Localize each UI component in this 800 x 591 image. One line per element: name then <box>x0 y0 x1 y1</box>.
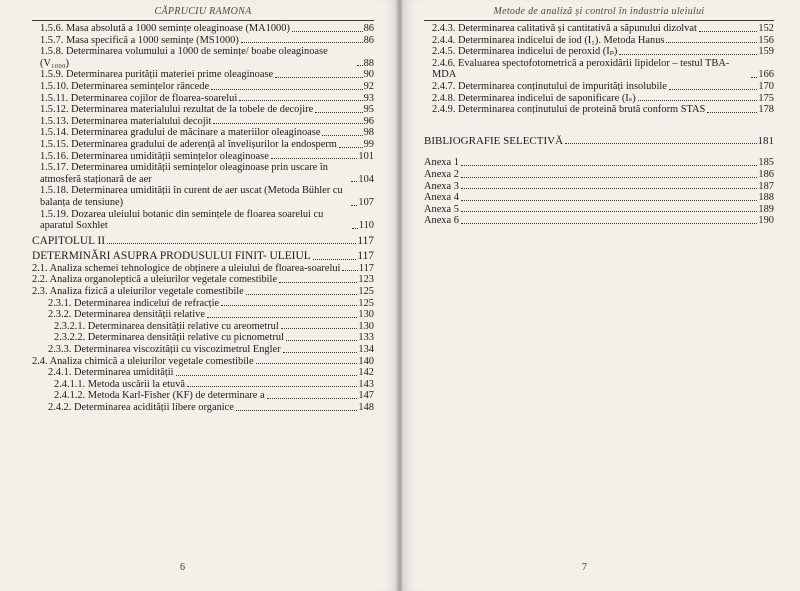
toc-entry-title: 2.4.1. Determinarea umidității <box>48 367 174 379</box>
dot-leader <box>638 100 758 101</box>
dot-leader <box>246 294 358 295</box>
dot-leader <box>322 135 362 136</box>
toc-entry <box>32 46 374 69</box>
toc-entry-title: 2.3.2.2. Determinarea densității relative cu picnometrul <box>54 332 284 344</box>
toc-entry-page: 143 <box>358 378 374 390</box>
dot-leader <box>239 100 362 101</box>
toc-entry <box>32 162 374 185</box>
left-page <box>0 0 398 591</box>
toc-entry-title: 1.5.6. Masa absolută a 1000 semințe oleaginoase (MA1000) <box>40 23 290 34</box>
toc-entry-page: 86 <box>363 23 374 34</box>
toc-entry <box>32 35 374 47</box>
toc-entry-title: 1.5.10. Determinarea semințelor râncede <box>40 80 210 92</box>
dot-leader <box>357 65 363 66</box>
toc-entry <box>424 192 774 204</box>
toc-entry-title: 2.3.3. Determinarea viscozității cu viscozimetrul Engler <box>48 344 281 356</box>
dot-leader <box>213 123 362 124</box>
toc-entry-page: 181 <box>757 134 774 147</box>
toc-entry-page: 147 <box>358 390 374 402</box>
toc-entry-page: 123 <box>358 274 374 286</box>
toc-entry <box>424 169 774 181</box>
toc-entry <box>32 402 374 414</box>
toc-entry <box>32 151 374 163</box>
dot-leader <box>751 77 757 78</box>
dot-leader <box>351 205 357 206</box>
right-page <box>402 0 800 591</box>
toc-entry <box>424 81 774 93</box>
dot-leader <box>699 31 758 32</box>
toc-entry <box>32 236 374 248</box>
toc-entry-page: 166 <box>758 69 774 81</box>
dot-leader <box>666 42 757 43</box>
toc-entry <box>424 58 774 81</box>
toc-entry-page: 142 <box>358 367 374 379</box>
toc-entry <box>32 116 374 128</box>
toc-entry-title: 2.4.3. Determinarea calitativă și cantitativă a săpunului dizolvat <box>432 23 697 34</box>
toc-entry-title: Anexa 1 <box>424 157 459 169</box>
toc-list-left <box>32 23 374 414</box>
toc-entry-title: 2.4.5. Determinarea indicelui de peroxid (Iₚ) <box>432 46 618 58</box>
toc-entry-title: 1.5.13. Determinarea materialului decojit <box>40 115 212 127</box>
toc-entry <box>424 136 774 148</box>
toc-entry-page: 107 <box>358 196 374 208</box>
toc-entry <box>424 104 774 116</box>
toc-list-right <box>424 23 774 227</box>
toc-entry-page: 178 <box>758 104 774 116</box>
toc-entry-title: 2.4.7. Determinarea conținutului de impurități insolubile <box>432 80 667 92</box>
dot-leader <box>286 340 357 341</box>
dot-leader <box>619 54 757 55</box>
header-rule <box>424 20 774 21</box>
dot-leader <box>275 77 362 78</box>
dot-leader <box>221 305 357 306</box>
dot-leader <box>271 158 358 159</box>
toc-entry-page: 185 <box>758 157 774 169</box>
dot-leader <box>461 223 757 224</box>
dot-leader <box>339 147 363 148</box>
toc-entry-page: 140 <box>358 355 374 367</box>
toc-entry-title: 1.5.16. Determinarea umidității semințelor oleaginoase <box>40 150 269 162</box>
dot-leader <box>236 410 358 411</box>
toc-entry-title: Anexa 3 <box>424 180 459 192</box>
toc-entry-title: 1.5.11. Determinarea cojilor de floarea-soarelui <box>40 92 238 104</box>
toc-entry-page: 188 <box>758 192 774 204</box>
toc-entry <box>32 185 374 208</box>
toc-entry-title: 1.5.9. Determinarea purității materiei prime oleaginoase <box>40 69 274 81</box>
toc-entry-page: 95 <box>363 104 374 116</box>
toc-entry-title: 2.3.2.1. Determinarea densității relative cu areometrul <box>54 320 279 332</box>
toc-entry-page: 92 <box>363 80 374 92</box>
toc-entry-title: 2.4.1.1. Metoda uscării la etuvă <box>54 378 185 390</box>
toc-entry <box>32 23 374 35</box>
dot-leader <box>292 31 363 32</box>
toc-entry <box>32 309 374 321</box>
dot-leader <box>187 386 357 387</box>
toc-entry-title: Anexa 5 <box>424 203 459 215</box>
toc-entry-title: 2.3.1. Determinarea indicelui de refracție <box>48 297 220 309</box>
toc-entry <box>424 157 774 169</box>
toc-entry-title: DETERMINĂRI ASUPRA PRODUSULUI FINIT- ULEIUL <box>32 250 311 263</box>
dot-leader <box>281 328 358 329</box>
dot-leader <box>279 282 357 283</box>
toc-entry <box>32 344 374 356</box>
toc-entry <box>424 93 774 105</box>
toc-entry <box>32 209 374 232</box>
toc-entry-title: 2.3. Analiza fizică a uleiurilor vegetale comestibile <box>32 286 244 298</box>
toc-entry-title: Anexa 4 <box>424 192 459 204</box>
toc-entry-title: 1.5.19. Dozarea uleiului botanic din semințele de floarea soarelui cu aparatul Soxhlet <box>40 208 324 232</box>
toc-entry-title: 2.4.1.2. Metoda Karl-Fisher (KF) de determinare a <box>54 390 265 402</box>
toc-entry-title: 1.5.17. Determinarea umidității semințelor oleaginoase prin uscare în atmosferă staționară de aer <box>40 162 328 185</box>
dot-leader <box>342 270 357 271</box>
toc-entry <box>32 139 374 151</box>
toc-entry <box>32 69 374 81</box>
dot-leader <box>669 89 758 90</box>
running-header-left: CĂPRUCIU RAMONA <box>154 6 252 17</box>
toc-entry-page: 130 <box>358 309 374 321</box>
toc-entry-page: 98 <box>363 127 374 139</box>
toc-entry-title: BIBLIOGRAFIE SELECTIVĂ <box>424 134 564 147</box>
dot-leader <box>176 375 358 376</box>
toc-entry <box>32 356 374 368</box>
toc-entry <box>32 367 374 379</box>
toc-entry-page: 117 <box>358 262 374 274</box>
dot-leader <box>283 352 358 353</box>
toc-entry-title: 1.5.8. Determinarea volumului a 1000 de semințe/ boabe oleaginoase (V₁₀₀₀) <box>40 46 328 69</box>
toc-entry <box>32 298 374 310</box>
toc-entry <box>32 251 374 263</box>
toc-entry-page: 152 <box>758 23 774 34</box>
dot-leader <box>565 143 756 144</box>
toc-entry-page: 156 <box>758 34 774 46</box>
toc-entry <box>32 81 374 93</box>
toc-entry-title: 2.4.2. Determinarea acidității libere organice <box>48 402 234 413</box>
toc-entry-page: 117 <box>357 234 374 247</box>
toc-entry-title: 2.4.6. Evaluarea spectofotometrică a peroxidării lipidelor – testul TBA-MDA <box>432 57 730 81</box>
dot-leader <box>707 112 757 113</box>
dot-leader <box>313 259 357 260</box>
toc-entry-title: 1.5.14. Determinarea gradului de măcinare a materiilor oleaginoase <box>40 127 321 139</box>
page-number-right: 7 <box>582 562 587 573</box>
toc-entry <box>424 35 774 47</box>
toc-entry <box>32 332 374 344</box>
toc-entry-title: 1.5.15. Determinarea gradului de aderență al învelișurilor la endosperm <box>40 138 337 150</box>
dot-leader <box>315 112 362 113</box>
toc-entry-title: 1.5.7. Masa specifică a 1000 semințe (MS1000) <box>40 34 239 46</box>
toc-entry <box>32 93 374 105</box>
toc-entry-page: 125 <box>358 286 374 298</box>
dot-leader <box>461 188 757 189</box>
toc-entry <box>32 390 374 402</box>
dot-leader <box>241 42 363 43</box>
toc-entry <box>32 379 374 391</box>
toc-entry-page: 101 <box>358 150 374 162</box>
dot-leader <box>352 228 358 229</box>
dot-leader <box>351 181 357 182</box>
toc-entry-page: 104 <box>358 173 374 185</box>
toc-entry-title: Anexa 6 <box>424 215 459 227</box>
toc-entry-page: 186 <box>758 168 774 180</box>
toc-entry-title: 2.3.2. Determinarea densității relative <box>48 309 205 321</box>
toc-entry <box>424 204 774 216</box>
dot-leader <box>107 243 356 244</box>
dot-leader <box>256 363 358 364</box>
toc-entry-title: 2.4.9. Determinarea conținutului de proteină brută conform STAS <box>432 104 706 116</box>
toc-entry-title: 2.4. Analiza chimică a uleiurilor vegetale comestibile <box>32 355 254 367</box>
toc-entry-page: 134 <box>358 344 374 356</box>
dot-leader <box>461 200 757 201</box>
toc-entry-title: Anexa 2 <box>424 168 459 180</box>
toc-entry-title: 1.5.18. Determinarea umidității în curent de aer uscat (Metoda Bühler cu balanța de tensiune) <box>40 185 343 208</box>
toc-entry-title: 2.2. Analiza organoleptică a uleiurilor vegetale comestibile <box>32 274 278 286</box>
toc-entry-page: 133 <box>358 332 374 344</box>
toc-entry-page: 110 <box>358 220 374 232</box>
toc-entry-page: 189 <box>758 203 774 215</box>
toc-entry-title: 1.5.12. Determinarea materialului rezultat de la tobele de decojire <box>40 104 314 116</box>
toc-entry-page: 86 <box>363 34 374 46</box>
toc-entry-page: 93 <box>363 92 374 104</box>
toc-entry-title: 2.1. Analiza schemei tehnologice de obținere a uleiului de floarea-soarelui <box>32 262 341 274</box>
dot-leader <box>461 165 757 166</box>
header-rule <box>32 20 374 21</box>
toc-entry-page: 170 <box>758 80 774 92</box>
toc-entry <box>32 286 374 298</box>
toc-entry <box>32 263 374 275</box>
toc-entry-page: 175 <box>758 92 774 104</box>
toc-entry <box>32 104 374 116</box>
page-number-left: 6 <box>180 562 185 573</box>
toc-entry <box>424 23 774 35</box>
dot-leader <box>207 317 357 318</box>
toc-entry-page: 190 <box>758 215 774 227</box>
toc-entry-page: 96 <box>363 115 374 127</box>
toc-entry-title: CAPITOLUL II <box>32 234 106 247</box>
toc-entry <box>424 215 774 227</box>
toc-entry-page: 130 <box>358 320 374 332</box>
toc-entry-page: 187 <box>758 180 774 192</box>
toc-entry-page: 125 <box>358 297 374 309</box>
toc-entry-page: 88 <box>363 57 374 69</box>
dot-leader <box>267 398 358 399</box>
dot-leader <box>461 211 757 212</box>
toc-entry-page: 159 <box>758 46 774 58</box>
toc-entry-page: 148 <box>358 402 374 413</box>
toc-entry-page: 117 <box>357 250 374 263</box>
toc-entry-page: 90 <box>363 69 374 81</box>
dot-leader <box>461 177 757 178</box>
toc-entry-title: 2.4.8. Determinarea indicelui de saponificare (Iₛ) <box>432 92 636 104</box>
toc-entry <box>32 274 374 286</box>
toc-entry-title: 2.4.4. Determinarea indicelui de iod (I₁). Metoda Hanus <box>432 34 665 46</box>
toc-entry <box>424 181 774 193</box>
toc-entry-page: 99 <box>363 138 374 150</box>
dot-leader <box>211 89 363 90</box>
toc-entry <box>32 127 374 139</box>
toc-entry <box>424 46 774 58</box>
running-header-right: Metode de analiză și control în industria uleiului <box>493 6 705 17</box>
toc-entry <box>32 321 374 333</box>
